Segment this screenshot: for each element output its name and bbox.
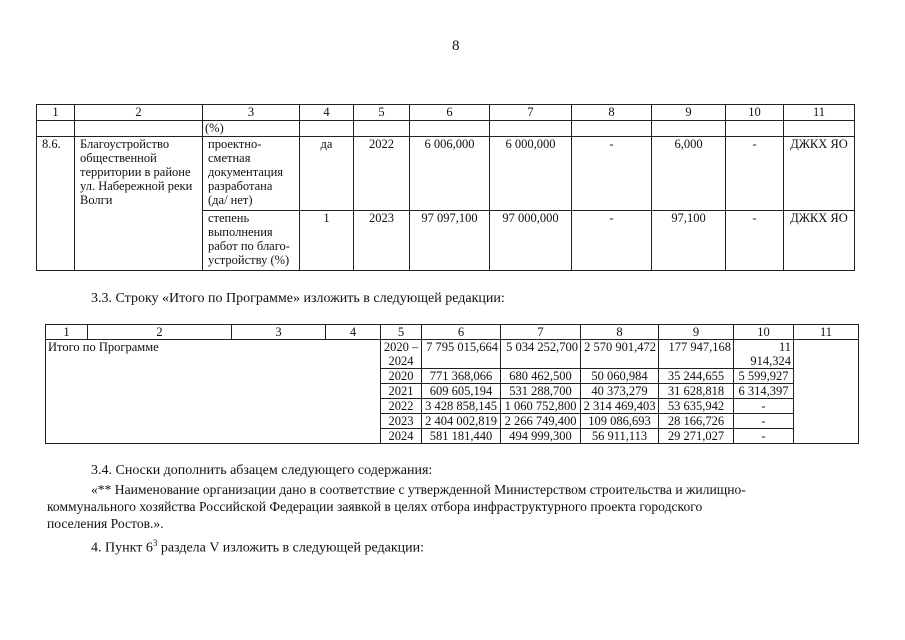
header-cell: 3 (203, 105, 300, 121)
header-cell: 11 (794, 325, 859, 340)
amount-cell: 6 000,000 (490, 137, 572, 211)
amount-cell: 581 181,440 (422, 429, 501, 444)
amount-cell: 6 314,397 (734, 384, 794, 399)
amount-cell: 5 034 252,700 (501, 340, 581, 369)
executor-cell: ДЖКХ ЯО (784, 211, 855, 271)
amount-cell: - (726, 211, 784, 271)
indicator-cell: степень выполнения работ по благо- устройству (%) (203, 211, 300, 271)
year-cell: 2022 (354, 137, 410, 211)
unit-cell: (%) (203, 121, 300, 137)
table-row (37, 121, 855, 137)
footnote-line-3: поселения Ростов.». (47, 516, 164, 531)
year-cell: 2020 – 2024 (381, 340, 422, 369)
amount-cell: 6,000 (652, 137, 726, 211)
header-cell: 3 (232, 325, 326, 340)
header-cell: 4 (326, 325, 381, 340)
amount-cell: 177 947,168 (659, 340, 734, 369)
amount-cell: 2 266 749,400 (501, 414, 581, 429)
amount-cell: 2 570 901,472 (581, 340, 659, 369)
amount-cell: 7 795 015,664 (422, 340, 501, 369)
amount-cell: 771 368,066 (422, 369, 501, 384)
header-cell: 6 (410, 105, 490, 121)
year-cell: 2023 (354, 211, 410, 271)
amount-cell: 3 428 858,145 (422, 399, 501, 414)
amount-cell: 680 462,500 (501, 369, 581, 384)
amount-cell: - (734, 429, 794, 444)
header-cell: 7 (501, 325, 581, 340)
totals-label: Итого по Программе (46, 340, 381, 444)
executor-cell: ДЖКХ ЯО (784, 137, 855, 211)
amount-cell: 494 999,300 (501, 429, 581, 444)
empty-cell (794, 340, 859, 444)
amount-cell: 109 086,693 (581, 414, 659, 429)
page-number: 8 (452, 38, 460, 54)
amount-cell: 609 605,194 (422, 384, 501, 399)
paragraph-3-4: 3.4. Сноски дополнить абзацем следующего содержания: (91, 463, 433, 478)
table-header-row (46, 325, 859, 340)
header-cell: 2 (75, 105, 203, 121)
header-cell: 8 (581, 325, 659, 340)
header-cell: 1 (46, 325, 88, 340)
indicator-cell: проектно- сметная документация разработана (да/ нет) (203, 137, 300, 211)
row-number: 8.6. (37, 137, 75, 271)
table-row (46, 340, 859, 369)
header-cell: 9 (652, 105, 726, 121)
table-row (37, 137, 855, 211)
header-cell: 5 (354, 105, 410, 121)
amount-cell: 40 373,279 (581, 384, 659, 399)
header-cell: 10 (734, 325, 794, 340)
year-cell: 2020 (381, 369, 422, 384)
amount-cell: - (726, 137, 784, 211)
amount-cell: - (734, 399, 794, 414)
header-cell: 9 (659, 325, 734, 340)
amount-cell: 50 060,984 (581, 369, 659, 384)
year-cell: 2024 (381, 429, 422, 444)
year-cell: 2022 (381, 399, 422, 414)
header-cell: 5 (381, 325, 422, 340)
header-cell: 2 (88, 325, 232, 340)
amount-cell: - (572, 211, 652, 271)
amount-cell: 2 314 469,403 (581, 399, 659, 414)
year-cell: 2021 (381, 384, 422, 399)
amount-cell: - (572, 137, 652, 211)
amount-cell: 31 628,818 (659, 384, 734, 399)
paragraph-4: 4. Пункт $6^3$ раздела V изложить в следующей редакции: (91, 538, 424, 556)
amount-cell: 53 635,942 (659, 399, 734, 414)
paragraph-3-3: 3.3. Строку «Итого по Программе» изложить в следующей редакции: (91, 291, 505, 306)
totals-table (45, 324, 859, 444)
amount-cell: 97 097,100 (410, 211, 490, 271)
header-cell: 6 (422, 325, 501, 340)
value-cell: да (300, 137, 354, 211)
amount-cell: 1 060 752,800 (501, 399, 581, 414)
header-cell: 7 (490, 105, 572, 121)
amount-cell: 2 404 002,819 (422, 414, 501, 429)
header-cell: 8 (572, 105, 652, 121)
footnote-line-2: коммунального хозяйства Российской Федерации заявкой в целях отбора инфраструктурного проекта городского (47, 499, 703, 514)
header-cell: 11 (784, 105, 855, 121)
amount-cell: 28 166,726 (659, 414, 734, 429)
footnote-line-1: «** Наименование организации дано в соответствие с утвержденной Министерством строительства и жилищно- (91, 482, 746, 497)
indicators-table (36, 104, 855, 271)
header-cell: 10 (726, 105, 784, 121)
amount-cell: 11 914,324 (734, 340, 794, 369)
amount-cell: 5 599,927 (734, 369, 794, 384)
row-name: Благоустройство общественной территории в районе ул. Набережной реки Волги (75, 137, 203, 271)
amount-cell: 97 000,000 (490, 211, 572, 271)
table-header-row (37, 105, 855, 121)
amount-cell: 6 006,000 (410, 137, 490, 211)
year-cell: 2023 (381, 414, 422, 429)
amount-cell: 29 271,027 (659, 429, 734, 444)
amount-cell: - (734, 414, 794, 429)
amount-cell: 56 911,113 (581, 429, 659, 444)
amount-cell: 531 288,700 (501, 384, 581, 399)
header-cell: 4 (300, 105, 354, 121)
value-cell: 1 (300, 211, 354, 271)
header-cell: 1 (37, 105, 75, 121)
amount-cell: 97,100 (652, 211, 726, 271)
amount-cell: 35 244,655 (659, 369, 734, 384)
